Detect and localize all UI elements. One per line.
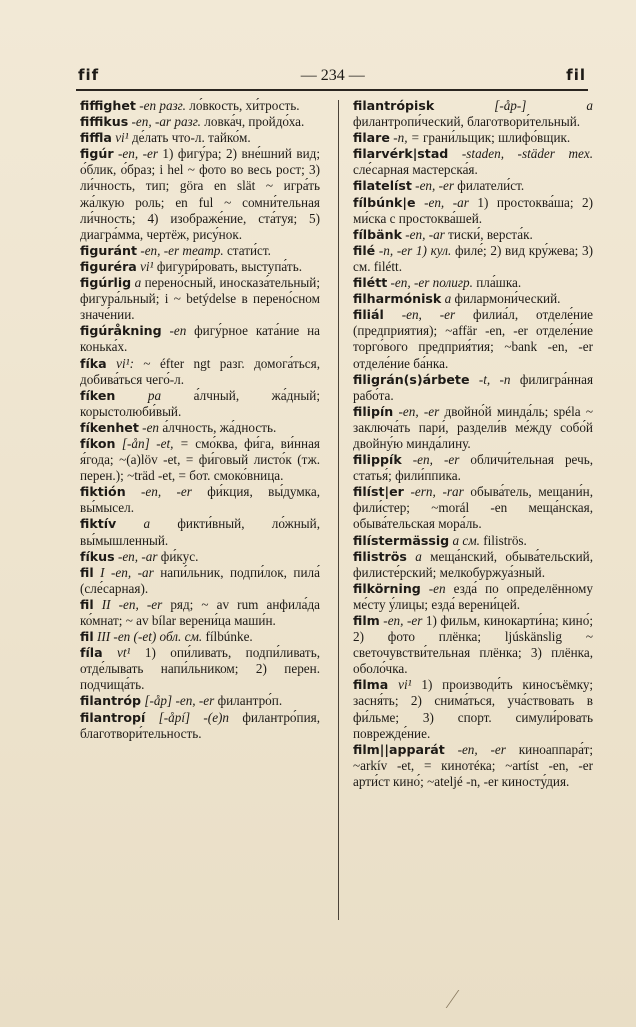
entry-translation: филармони́ческий. — [454, 291, 561, 307]
entry-headword: figúr — [80, 146, 114, 162]
entry-translation: напи́льник, подпи́лок, пила́ (сле́сарная). — [80, 564, 320, 596]
dictionary-entry — [80, 565, 320, 597]
entry-grammar: a — [415, 548, 422, 564]
dictionary-entry — [353, 533, 593, 549]
entry-grammar: a см. — [452, 532, 480, 548]
entry-translation: филантро́пия, благотвори́тельность. — [80, 709, 320, 741]
entry-headword: filkörning — [353, 580, 421, 596]
entry-translation: 1) опи́ливать, подпи́ливать, отде́лывать напи́льником; 2) перен. подчища́ть. — [80, 645, 321, 693]
dictionary-entry — [353, 195, 593, 227]
dictionary-entry — [353, 742, 593, 790]
entry-headword: film — [353, 613, 380, 628]
dictionary-entry — [353, 130, 593, 146]
entry-headword: filma — [353, 677, 389, 693]
dictionary-entry — [80, 98, 320, 114]
entry-grammar: -en, -er — [117, 146, 158, 162]
dictionary-entry — [80, 323, 320, 355]
dictionary-entry — [80, 484, 320, 516]
dictionary-entry — [80, 420, 320, 436]
dictionary-entry — [80, 243, 320, 259]
entry-translation: 1) производи́ть киносъёмку; засня́ть; 2) снима́ться, уча́ствовать в фи́льме; 3) спорт. симули́ровать поврежде́ние. — [353, 677, 594, 741]
pencil-mark — [446, 990, 474, 1008]
entry-translation: пла́шка. — [476, 275, 522, 291]
entry-grammar: -en, -er — [412, 452, 460, 468]
entry-translation: фигури́ровать, выступа́ть. — [156, 258, 303, 274]
entry-headword: fílbänk — [353, 226, 402, 242]
entry-translation: ловка́ч, пройдо́ха. — [204, 114, 305, 130]
entry-headword: fíkon — [80, 435, 116, 451]
entry-translation: меща́нский, обыва́тельский, филисте́рский; мелкобуржуа́зный. — [353, 548, 594, 580]
entry-grammar: vi¹ — [140, 258, 154, 274]
entry-translation: стати́ст. — [226, 242, 271, 258]
entry-headword: filantropí — [80, 709, 146, 725]
entry-translation: fílbúnke. — [205, 629, 253, 645]
dictionary-entry — [80, 146, 320, 243]
entry-headword: fil — [80, 564, 94, 580]
entry-grammar: -en, -er — [383, 613, 423, 628]
dictionary-entry — [80, 436, 320, 484]
entry-headword: filantrópisk — [353, 98, 435, 113]
entry-headword: filístermässig — [353, 532, 450, 548]
entry-headword: filipín — [353, 403, 394, 419]
entry-headword: figúråkning — [80, 323, 162, 339]
entry-grammar: -n, -er 1) кул. — [378, 242, 452, 258]
entry-grammar: -en, -er театр. — [140, 242, 224, 258]
entry-grammar: [-åp] -en, -er — [144, 693, 215, 709]
entry-translation: filiströs. — [483, 532, 527, 548]
dictionary-entry — [353, 275, 593, 291]
entry-grammar: a — [143, 516, 151, 532]
entry-translation: филигра́нная рабо́та. — [353, 371, 594, 403]
dictionary-entry — [353, 178, 593, 194]
entry-translation: а́лчный, жа́дный; корыстолюби́вый. — [80, 387, 320, 419]
entry-translation: филиа́л, отделе́ние (предприятия); ~affär -en, -er отделе́ние торго́вого предприя́тия; ~bank -en, -er отделе́ние ба́нка. — [353, 307, 593, 371]
entry-headword: filarvérk|stad — [353, 146, 449, 162]
dictionary-entry — [353, 291, 593, 307]
entry-translation: грани́льщик; шлифо́вщик. — [422, 130, 571, 146]
entry-headword: filantróp — [80, 693, 142, 709]
entry-translation: ло́вкость, хи́трость. — [189, 98, 300, 113]
entry-translation: де́лать что-л. тайко́м. — [131, 130, 251, 146]
dictionary-entry — [353, 677, 593, 741]
entry-grammar: -en, -er — [401, 307, 456, 323]
entry-translation: фигу́рное ката́ние на конька́х. — [80, 323, 320, 355]
dictionary-entry — [80, 629, 320, 645]
entry-translation: обыва́тель, мещани́н, фили́стер; ~morál -en меща́нская, обыва́тельская мора́ль. — [353, 484, 594, 532]
dictionary-entry — [80, 710, 320, 742]
entry-grammar: III -en (-et) обл. см. — [96, 629, 203, 645]
entry-grammar: vt¹ — [117, 645, 131, 661]
entry-grammar: -en — [169, 323, 187, 339]
entry-grammar: -en — [428, 580, 446, 596]
entry-headword: filétt — [353, 275, 388, 291]
entry-grammar: [-åpí] -(e)n — [158, 709, 230, 725]
entry-grammar: -n, = — [393, 130, 420, 146]
dictionary-entry — [353, 484, 593, 532]
entry-headword: filare — [353, 130, 390, 146]
entry-headword: filatelíst — [353, 178, 412, 194]
entry-translation: двойно́й минда́ль; spéla ~ заключа́ть пари́, раздели́в ме́жду собо́й двойну́ю минда́лину. — [353, 403, 594, 451]
entry-headword: fíkenhet — [80, 419, 139, 435]
dictionary-entry — [80, 114, 320, 130]
entry-grammar: a — [444, 291, 452, 307]
entry-headword: fiffla — [80, 130, 112, 146]
dictionary-entry — [80, 275, 320, 323]
column-divider — [338, 100, 339, 920]
entry-grammar: -en, -er полигр. — [390, 275, 473, 291]
entry-translation: филантро́п. — [217, 693, 283, 709]
entry-translation: ~ éfter ngt разг. домога́ться, добива́ться чего́-л. — [80, 355, 320, 387]
entry-headword: fiktión — [80, 484, 126, 500]
left-column — [80, 98, 320, 742]
entry-translation: филатели́ст. — [457, 178, 525, 194]
entry-headword: fiffikus — [80, 114, 129, 130]
entry-translation: фикти́вный, ло́жный, вы́мышленный. — [80, 516, 320, 548]
dictionary-entry — [80, 130, 320, 146]
entry-grammar: a — [134, 275, 142, 291]
entry-grammar: [-åp-] a — [494, 98, 593, 113]
entry-translation: филантропи́ческий, благотвори́тельный. — [353, 114, 581, 130]
entry-grammar: -t, -n — [478, 371, 511, 387]
entry-grammar: [-ån] -et, = — [121, 435, 189, 451]
entry-grammar: -en, -ar — [424, 194, 469, 210]
entry-headword: fiffighet — [80, 98, 136, 113]
entry-translation: фи́кус. — [160, 548, 199, 564]
entry-headword: filé — [353, 242, 376, 258]
entry-headword: fílbúnk|e — [353, 194, 416, 210]
entry-headword: fiktív — [80, 516, 117, 532]
right-column — [353, 98, 593, 790]
entry-translation: ряд; ~ av rum анфила́да ко́мнат; ~ av bílar верени́ца маши́н. — [80, 596, 321, 628]
entry-headword: figuréra — [80, 258, 137, 274]
entry-headword: film||apparát — [353, 741, 445, 757]
entry-translation: езда́ по определённому ме́сту у́лицы; езда́ верени́цей. — [353, 580, 593, 612]
dictionary-entry — [353, 549, 593, 581]
entry-headword: filippík — [353, 452, 402, 468]
dictionary-entry — [80, 693, 320, 709]
entry-grammar: pa — [147, 387, 162, 403]
entry-grammar: -staden, -städer mex. — [461, 146, 594, 162]
entry-headword: figúrlig — [80, 275, 132, 291]
entry-translation: киноаппара́т; ~arkív -et, = кинотéка; ~artíst -en, -er арти́ст кино́; ~ateljé -n, -er киносту́дия. — [353, 741, 594, 789]
dictionary-entry — [80, 549, 320, 565]
entry-headword: filharmónisk — [353, 291, 442, 307]
entry-headword: fíkus — [80, 548, 115, 564]
dictionary-entry — [353, 227, 593, 243]
entry-grammar: vi¹: — [116, 355, 134, 371]
entry-grammar: -en, -er — [398, 403, 440, 419]
entry-grammar: -en, -er — [457, 741, 506, 757]
entry-headword: filigrán(s)árbete — [353, 371, 470, 387]
entry-translation: смо́ква, фи́га, ви́нная я́года; ~(a)löv -et, = фи́говый листо́к (тж. перен.); ~träd -et, = бот. смоко́вница. — [80, 435, 321, 484]
entry-headword: fil — [80, 629, 94, 645]
entry-translation: сле́сарная мастерска́я. — [353, 162, 478, 178]
dictionary-entry — [353, 581, 593, 613]
dictionary-entry — [80, 645, 320, 693]
dictionary-entry — [353, 307, 593, 371]
dictionary-entry — [80, 259, 320, 275]
dictionary-entry — [80, 356, 320, 388]
entry-grammar: -en, -ar — [117, 548, 158, 564]
entry-grammar: -en, -ar — [405, 226, 445, 242]
entry-grammar: -en, -er — [141, 484, 192, 500]
dictionary-entry — [80, 516, 320, 548]
dictionary-entry — [353, 404, 593, 452]
entry-translation: перено́сный, иносказа́тельный; фигура́льный; i ~ betýdelse в перено́сном значе́нии. — [80, 275, 320, 323]
dictionary-entry — [353, 243, 593, 275]
dictionary-entry — [353, 146, 593, 178]
entry-headword: filiströs — [353, 548, 407, 564]
entry-headword: figuránt — [80, 242, 138, 258]
entry-grammar: vi¹ — [115, 130, 129, 146]
entry-translation: 1) фильм, кинокарти́на; кино́; 2) фото плёнка; ljúskänslig ~ светочувстви́тельная плёнка; 3) плёнка, оболо́чка. — [353, 613, 593, 677]
entry-headword: filíst|er — [353, 484, 404, 500]
dictionary-entry — [353, 613, 593, 677]
page-header — [78, 66, 586, 90]
guide-word-left: fif — [78, 66, 100, 84]
entry-translation: фи́кция, вы́думка, вы́мысел. — [80, 484, 321, 516]
entry-grammar: -en разг. — [139, 98, 186, 113]
entry-translation: обличи́тельная речь, статья́; фили́ппика. — [353, 452, 594, 484]
entry-translation: 1) фигу́ра; 2) вне́шний вид; о́блик, о́браз; i hel ~ фото во весь рост; 3) ли́чность, тип; göra en slät ~ игра́ть жа́лкую роль; en ful ~ сомни́тельная ли́чность; 4) изображе́ние, ста́туя; 5) диагра́мма, чертёж, рису́нок. — [80, 146, 321, 242]
entry-grammar: -en — [142, 419, 160, 435]
entry-grammar: II -en, -er — [101, 596, 163, 612]
entry-headword: fíka — [80, 355, 107, 371]
entry-translation: филе́; 2) вид кру́жева; 3) см. filétt. — [353, 242, 594, 274]
entry-translation: 1) простоква́ша; 2) ми́ска с простоква́шей. — [353, 194, 593, 226]
page-number: — 234 — — [300, 67, 365, 84]
entry-grammar: -ern, -rar — [410, 484, 464, 500]
header-rule — [76, 89, 588, 91]
entry-headword: fíken — [80, 387, 116, 403]
entry-headword: fíla — [80, 645, 103, 661]
entry-grammar: I -en, -ar — [100, 564, 154, 580]
dictionary-entry — [353, 452, 593, 484]
entry-grammar: -en, -ar разг. — [131, 114, 201, 130]
entry-translation: тиски́, верста́к. — [448, 226, 533, 242]
dictionary-entry — [80, 597, 320, 629]
entry-headword: fil — [80, 596, 94, 612]
entry-headword: filiál — [353, 307, 384, 323]
guide-word-right: fil — [566, 66, 586, 84]
entry-grammar: vi¹ — [398, 677, 412, 693]
dictionary-entry — [80, 388, 320, 420]
entry-grammar: -en, -er — [415, 178, 454, 194]
dictionary-entry — [353, 98, 593, 130]
entry-translation: а́лчность, жа́дность. — [162, 419, 277, 435]
dictionary-entry — [353, 372, 593, 404]
